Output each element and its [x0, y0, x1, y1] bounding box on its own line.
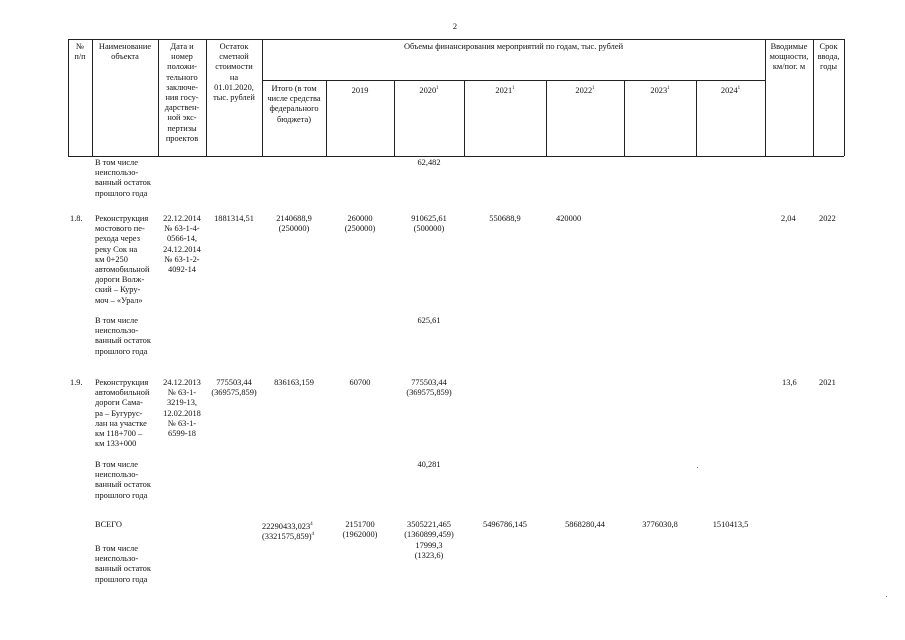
row19-num: 1.9. — [70, 378, 83, 387]
header-year-2021: 2021$^1$ — [495, 85, 515, 95]
table-right-border — [844, 39, 845, 156]
total-2023: 3776030,8 — [642, 520, 678, 529]
total-unused-label: В том числе неиспользо- ванный остаток прошлого года — [95, 544, 151, 584]
total-label: ВСЕГО — [95, 520, 122, 529]
row18-unused-label: В том числе неиспользо- ванный остаток прошлого года — [95, 316, 151, 356]
row0-unused-label: В том числе неиспользо- ванный остаток прошлого года — [95, 158, 151, 198]
row19-unused-label: В том числе неиспользо- ванный остаток прошлого года — [95, 460, 151, 500]
header-name: Наименование объекта — [98, 42, 152, 62]
row18-total: 2140688,9 (250000) — [276, 214, 312, 234]
total-2022: 5868280,44 — [565, 520, 605, 529]
row18-unused-2020: 625,61 — [417, 316, 441, 325]
header-funding: Объемы финансирования мероприятий по годам, тыс. рублей — [403, 42, 624, 51]
header-year-2024: 2024$^1$ — [720, 85, 741, 95]
total-federal: $(3321575,859)^4$ — [262, 531, 315, 541]
years-row-border — [262, 80, 765, 81]
row19-capacity: 13,6 — [782, 378, 797, 387]
header-term: Срок ввода, годы — [817, 42, 840, 72]
row18-date: 22.12.2014 № 63-1-4- 0566-14, 24.12.2014 № 63-1-2- 4092-14 — [163, 214, 201, 275]
row18-2022: 420000 — [556, 214, 582, 223]
row19-total: 836163,159 — [274, 378, 314, 387]
row18-name: Реконструкция мостового пе- рехода через реку Сок на км 0+250 автомобильной дороги Волж- ский – Куру- моч – «Урал» — [95, 214, 150, 305]
header-date: Дата и номер положи- тельного заключе- ния госу- дарствен- ной экс- пертизы проектов — [164, 42, 200, 143]
header-remaining: Остаток сметной стоимости на 01.01.2020, тыс. рублей — [213, 42, 255, 103]
row18-2019: 260000 (250000) — [344, 214, 376, 234]
scan-speck — [886, 596, 887, 597]
header-year-2019: 2019 — [351, 85, 369, 95]
header-year-2020: 2020$^1$ — [419, 85, 439, 95]
header-total: Итого (в том числе средства федерального бюджета) — [267, 84, 321, 124]
total-main: 22290433,023$^4$ — [262, 521, 313, 531]
row19-name: Реконструкция автомобильной дороги Сама- ра – Бугурус- лан на участке км 118+700 – км 133+000 — [95, 378, 150, 449]
total-unused-2020: 17999,3 (1323,6) — [414, 541, 444, 561]
total-2020: 3505221,465 (1360899,459) — [404, 520, 454, 540]
total-2024: 1510413,5 — [712, 520, 749, 529]
row19-unused-2020: 40,281 — [417, 460, 441, 469]
row19-term: 2021 — [819, 378, 836, 387]
total-2021: 5496786,145 — [483, 520, 527, 529]
header-year-2023: 2023$^1$ — [650, 85, 670, 95]
row18-remaining: 1881314,51 — [214, 214, 254, 223]
header-bottom-border — [68, 156, 844, 157]
row18-2021: 550688,9 — [489, 214, 521, 223]
row19-2019: 60700 — [349, 378, 371, 387]
row18-num: 1.8. — [70, 214, 83, 223]
row19-remaining: 775503,44 (369575,859) — [211, 378, 257, 398]
row0-unused-2020: 62,482 — [417, 158, 441, 167]
row19-date: 24.12.2013 № 63-1- 3219-13, 12.02.2018 № 63-1- 6599-18 — [163, 378, 201, 439]
header-num: № п/п — [74, 42, 86, 62]
page-number: 2 — [452, 22, 458, 31]
row19-2020: 775503,44 (369575,859) — [406, 378, 452, 398]
header-year-2022: 2022$^1$ — [575, 85, 595, 95]
row18-term: 2022 — [819, 214, 836, 223]
row18-capacity: 2,04 — [781, 214, 796, 223]
header-capacity: Вводимые мощности, км/пог. м — [769, 42, 809, 72]
total-2019: 2151700 (1962000) — [342, 520, 378, 540]
scan-speck — [697, 467, 698, 468]
table-top-border — [68, 39, 844, 40]
row18-2020: 910625,61 (500000) — [411, 214, 447, 234]
